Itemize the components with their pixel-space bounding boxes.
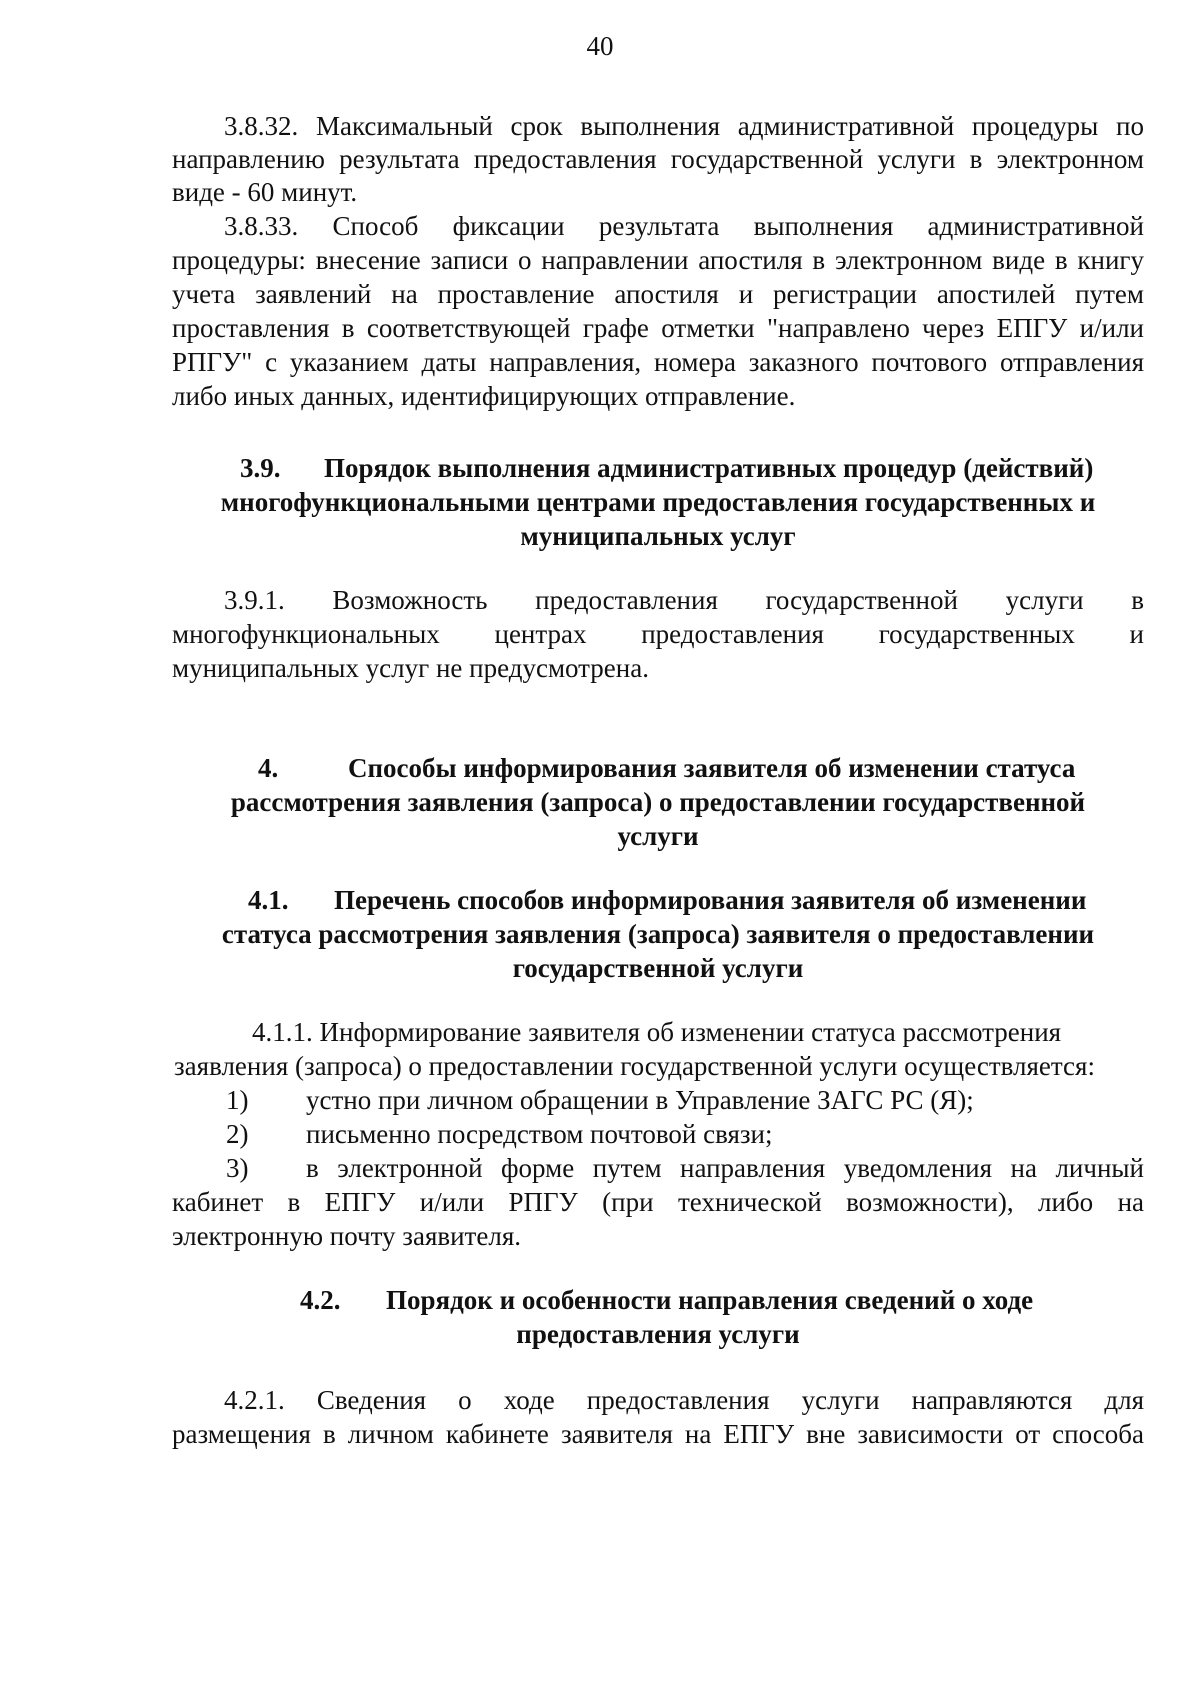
list-item [226, 1082, 1144, 1118]
heading-number: 4.2. [300, 1285, 341, 1315]
page-number: 40 [586, 31, 614, 61]
heading-text: многофункциональными центрами предоставления государственных и [220, 487, 1096, 517]
list-item-text: в электронной форме путем направления уведомления на личный [306, 1153, 1144, 1183]
text-line: либо иных данных, идентифицирующих отправление. [172, 381, 796, 411]
text-line: направлению результата предоставления государственной услуги в электронном [172, 144, 1144, 174]
heading-text: Способы информирования заявителя об изменении статуса [348, 753, 1076, 783]
text-line: заявления (запроса) о предоставлении государственной услуги осуществляется: [174, 1051, 1095, 1081]
heading-text: статуса рассмотрения заявления (запроса) заявителя о предоставлении [221, 919, 1095, 949]
list-item [226, 1116, 1144, 1152]
text-line: 4.1.1. Информирование заявителя об изменении статуса рассмотрения [252, 1017, 1062, 1047]
text-line: проставления в соответствующей графе отметки "направлено через ЕПГУ и/или [172, 313, 1144, 343]
text-line: процедуры: внесение записи о направлении апостиля в электронном виде в книгу [172, 245, 1144, 275]
text-line: электронную почту заявителя. [172, 1221, 521, 1251]
text-line: РПГУ" с указанием даты направления, номера заказного почтового отправления [172, 347, 1144, 377]
list-item [226, 1150, 1144, 1186]
text-line: многофункциональных центрах предоставления государственных и [172, 619, 1144, 649]
text-line: размещения в личном кабинете заявителя на ЕПГУ вне зависимости от способа [172, 1419, 1144, 1449]
heading-text: услуги [617, 821, 699, 851]
heading-text: Перечень способов информирования заявителя об изменении [334, 885, 1087, 915]
text-line: кабинет в ЕПГУ и/или РПГУ (при технической возможности), либо на [172, 1187, 1144, 1217]
text-line: 3.8.33. Способ фиксации результата выполнения административной [224, 211, 1144, 241]
list-item-text: письменно посредством почтовой связи; [306, 1119, 773, 1149]
list-item-text: устно при личном обращении в Управление ЗАГС РС (Я); [306, 1085, 974, 1115]
list-item-number: 1) [226, 1085, 249, 1115]
heading-number: 3.9. [240, 453, 281, 483]
heading-text: Порядок выполнения административных процедур (действий) [324, 453, 1094, 483]
heading-text: рассмотрения заявления (запроса) о предоставлении государственной [230, 787, 1086, 817]
text-line: 3.8.32. Максимальный срок выполнения административной процедуры по [224, 111, 1144, 141]
heading-text: предоставления услуги [516, 1319, 800, 1349]
text-line: 3.9.1. Возможность предоставления государственной услуги в [224, 585, 1144, 615]
text-line: 4.2.1. Сведения о ходе предоставления услуги направляются для [224, 1385, 1144, 1415]
list-item-number: 2) [226, 1119, 249, 1149]
list-item-number: 3) [226, 1153, 249, 1183]
heading-number: 4.1. [248, 885, 289, 915]
heading-text: Порядок и особенности направления сведений о ходе [386, 1285, 1034, 1315]
heading-number: 4. [258, 753, 279, 783]
text-line: муниципальных услуг не предусмотрена. [172, 653, 649, 683]
text-line: учета заявлений на проставление апостиля и регистрации апостилей путем [172, 279, 1144, 309]
heading-text: муниципальных услуг [520, 521, 796, 551]
text-line: виде - 60 минут. [172, 177, 358, 207]
heading-text: государственной услуги [512, 953, 804, 983]
